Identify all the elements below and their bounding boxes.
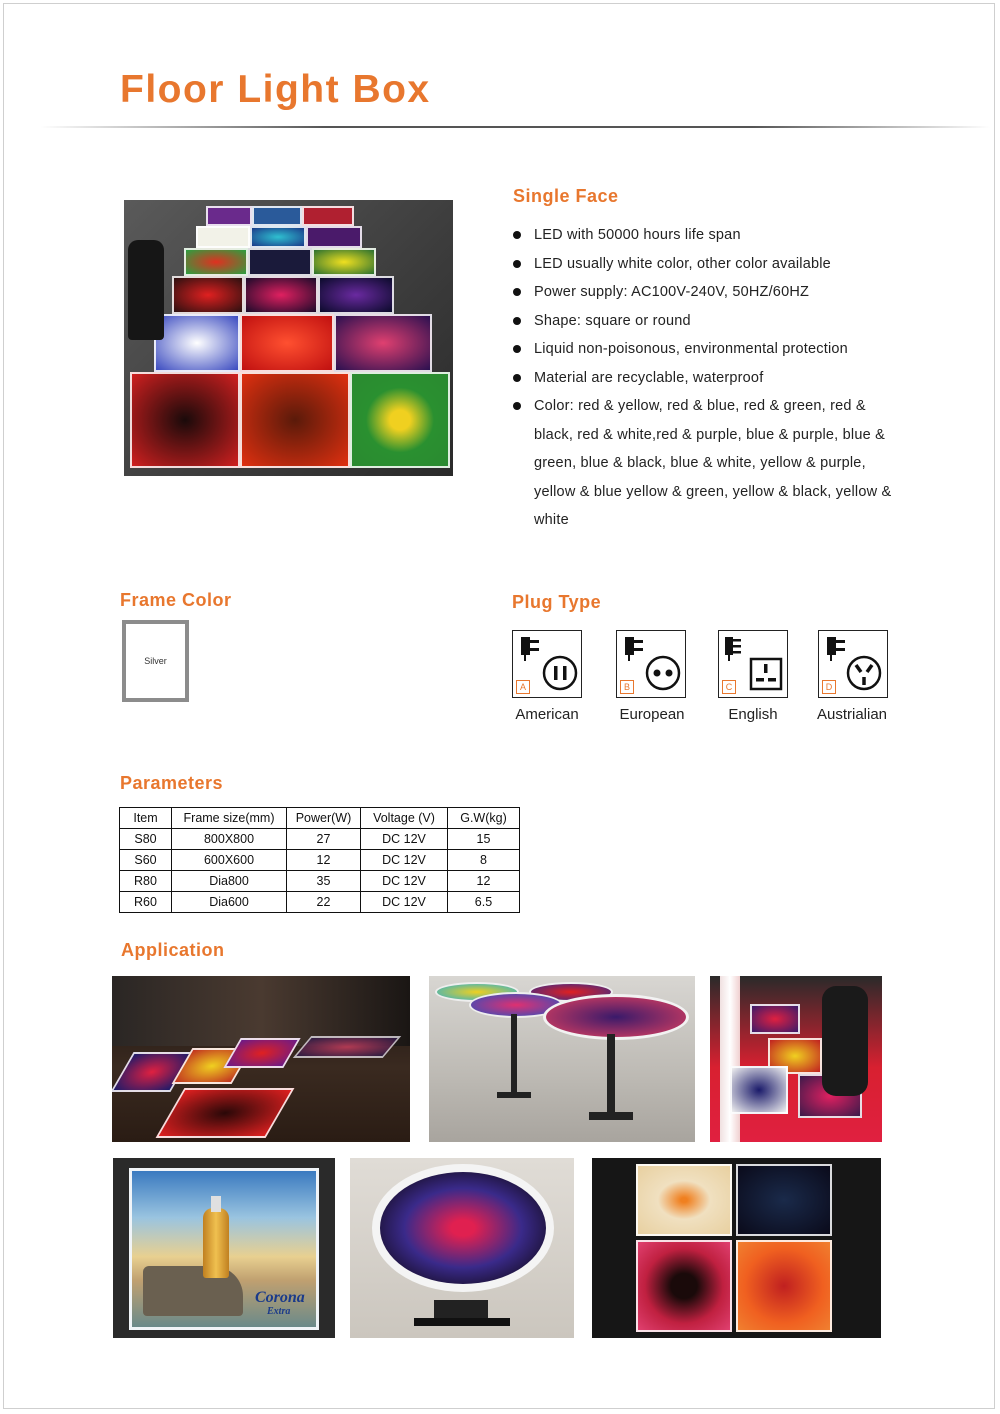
corona-logo: [255, 1291, 305, 1319]
title-divider: [40, 126, 990, 128]
plug-name: European: [619, 706, 685, 723]
table-row: [120, 829, 520, 850]
table-cell: Dia800: [172, 871, 287, 892]
plug-american: [512, 630, 582, 698]
table-cell: DC 12V: [361, 871, 448, 892]
table-cell: 8: [448, 850, 520, 871]
plug-name: Austrialian: [816, 706, 888, 723]
plug-letter: A: [516, 680, 530, 694]
table-row: [120, 892, 520, 913]
column-header: G.W(kg): [448, 808, 520, 829]
plug-icon: [818, 630, 888, 698]
plug-letter: D: [822, 680, 836, 694]
column-header: Voltage (V): [361, 808, 448, 829]
plug-name: English: [728, 706, 778, 723]
application-photo-corridor: [112, 976, 410, 1142]
logo-word: Extra: [267, 1306, 291, 1317]
table-cell: 27: [287, 829, 361, 850]
application-photo-round-table: [350, 1158, 574, 1338]
parameters-heading: Parameters: [120, 773, 224, 793]
application-photo-dance: [710, 976, 882, 1142]
frame-color-heading: Frame Color: [120, 590, 232, 610]
feature-item: Material are recyclable, waterproof: [512, 364, 902, 393]
plug-type-heading: Plug Type: [512, 592, 602, 612]
frame-color-label: Silver: [144, 656, 167, 666]
table-cell: 15: [448, 829, 520, 850]
application-photo-tiles: [592, 1158, 881, 1338]
table-cell: 12: [448, 871, 520, 892]
plug-european: [616, 630, 686, 698]
feature-item: Shape: square or round: [512, 307, 902, 336]
plug-icon: [616, 630, 686, 698]
table-cell: Dia600: [172, 892, 287, 913]
plug-name: American: [515, 706, 579, 723]
plug-english: [718, 630, 788, 698]
application-heading: Application: [121, 940, 225, 960]
feature-item: LED with 50000 hours life span: [512, 221, 902, 250]
table-header-row: [120, 808, 520, 829]
table-cell: S60: [120, 850, 172, 871]
plug-letter: C: [722, 680, 736, 694]
plug-australian: [818, 630, 888, 698]
column-header: Power(W): [287, 808, 361, 829]
feature-list: [512, 221, 902, 535]
plug-letter: B: [620, 680, 634, 694]
frame-color-swatch: [122, 620, 189, 702]
column-header: Item: [120, 808, 172, 829]
table-cell: R80: [120, 871, 172, 892]
table-cell: DC 12V: [361, 892, 448, 913]
table-cell: 35: [287, 871, 361, 892]
feature-item: Color: red & yellow, red & blue, red & green, red & black, red & white,red & purple, blue & purple, blue & green, blue & black, blue & white, yellow & purple, yellow & blue yellow & green, yellow & black, yellow & white: [512, 392, 902, 535]
column-header: Frame size(mm): [172, 808, 287, 829]
table-cell: DC 12V: [361, 850, 448, 871]
table-cell: R60: [120, 892, 172, 913]
table-cell: 600X600: [172, 850, 287, 871]
application-photo-tables: [429, 976, 695, 1142]
plug-icon: [512, 630, 582, 698]
feature-item: LED usually white color, other color available: [512, 250, 902, 279]
table-cell: 800X800: [172, 829, 287, 850]
parameters-table: [119, 807, 520, 913]
table-row: [120, 871, 520, 892]
table-row: [120, 850, 520, 871]
feature-item: Power supply: AC100V-240V, 50HZ/60HZ: [512, 278, 902, 307]
page-title: Floor Light Box: [120, 68, 431, 111]
table-cell: DC 12V: [361, 829, 448, 850]
product-photo: [124, 200, 453, 476]
plug-icon: [718, 630, 788, 698]
table-cell: 12: [287, 850, 361, 871]
feature-item: Liquid non-poisonous, environmental protection: [512, 335, 902, 364]
table-cell: S80: [120, 829, 172, 850]
table-cell: 6.5: [448, 892, 520, 913]
single-face-heading: Single Face: [513, 186, 619, 206]
table-cell: 22: [287, 892, 361, 913]
application-photo-advertising: [113, 1158, 335, 1338]
logo-word: Corona: [255, 1289, 305, 1306]
